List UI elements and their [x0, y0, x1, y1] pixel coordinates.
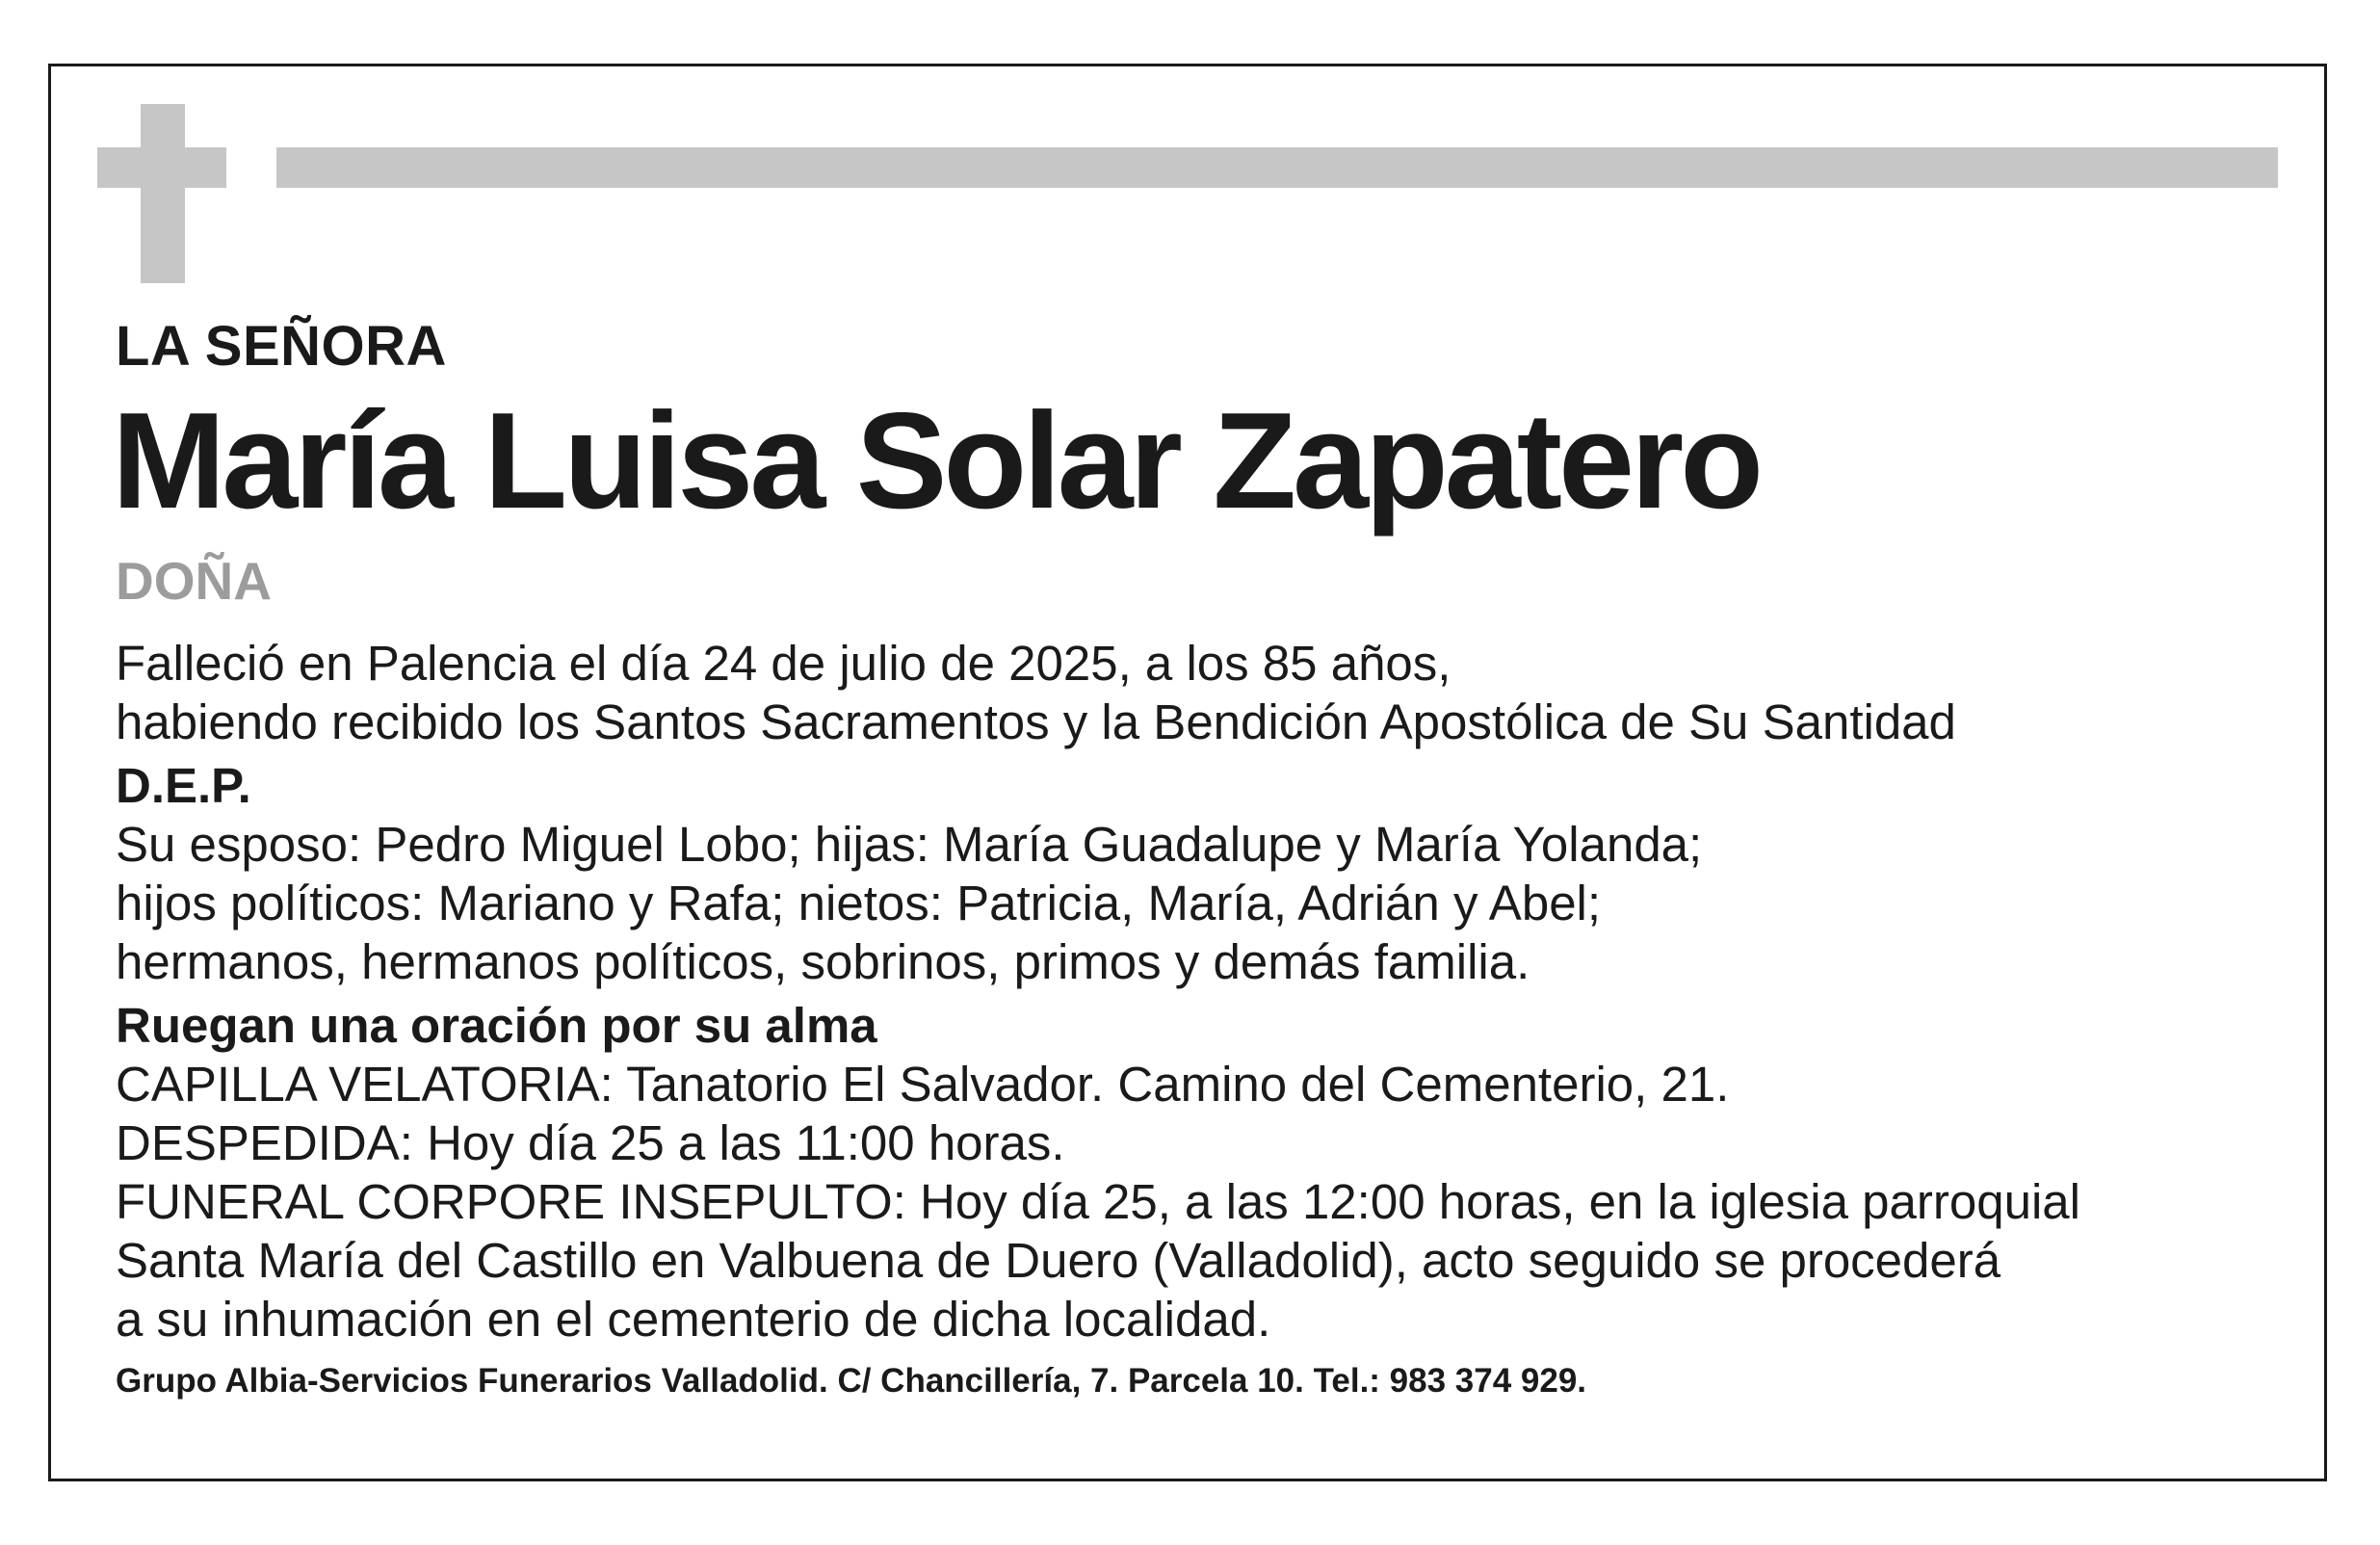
- death-line: habiendo recibido los Santos Sacramentos y la Bendición Apostólica de Su Santidad: [116, 694, 1956, 749]
- service-line: CAPILLA VELATORIA: Tanatorio El Salvador. Camino del Cementerio, 21.: [116, 1057, 1730, 1112]
- prayer-request-heading: Ruegan una oración por su alma: [116, 998, 877, 1053]
- deceased-name: María Luisa Solar Zapatero: [112, 384, 1761, 537]
- family-line: hijos políticos: Mariano y Rafa; nietos: Patricia, María, Adrián y Abel;: [116, 876, 1602, 930]
- death-notice: [116, 634, 2273, 751]
- family-line: Su esposo: Pedro Miguel Lobo; hijas: María Guadalupe y María Yolanda;: [116, 817, 1703, 872]
- service-line: FUNERAL CORPORE INSEPULTO: Hoy día 25, a las 12:00 horas, en la iglesia parroquial: [116, 1174, 2080, 1229]
- obituary-content: [112, 308, 2273, 1402]
- service-line: a su inhumación en el cementerio de dicha localidad.: [116, 1292, 1271, 1347]
- header-rule: [276, 147, 2278, 188]
- service-line: Santa María del Castillo en Valbuena de Duero (Valladolid), acto seguido se procederá: [116, 1233, 2001, 1288]
- rip-label: D.E.P.: [116, 758, 251, 813]
- service-line: DESPEDIDA: Hoy día 25 a las 11:00 horas.: [116, 1115, 1065, 1170]
- cross-vertical-bar: [141, 104, 185, 283]
- funeral-home-footer: Grupo Albia-Servicios Funerarios Valladolid. C/ Chancillería, 7. Parcela 10. Tel.: 983 374 929.: [116, 1362, 1587, 1400]
- title-suffix: DOÑA: [116, 551, 272, 611]
- death-line: Falleció en Palencia el día 24 de julio de 2025, a los 85 años,: [116, 636, 1452, 691]
- cross-horizontal-bar: [97, 147, 226, 188]
- family-line: hermanos, hermanos políticos, sobrinos, primos y demás familia.: [116, 934, 1530, 989]
- family-list: [116, 815, 2273, 991]
- title-prefix: LA SEÑORA: [116, 315, 447, 378]
- service-details: [116, 1055, 2273, 1349]
